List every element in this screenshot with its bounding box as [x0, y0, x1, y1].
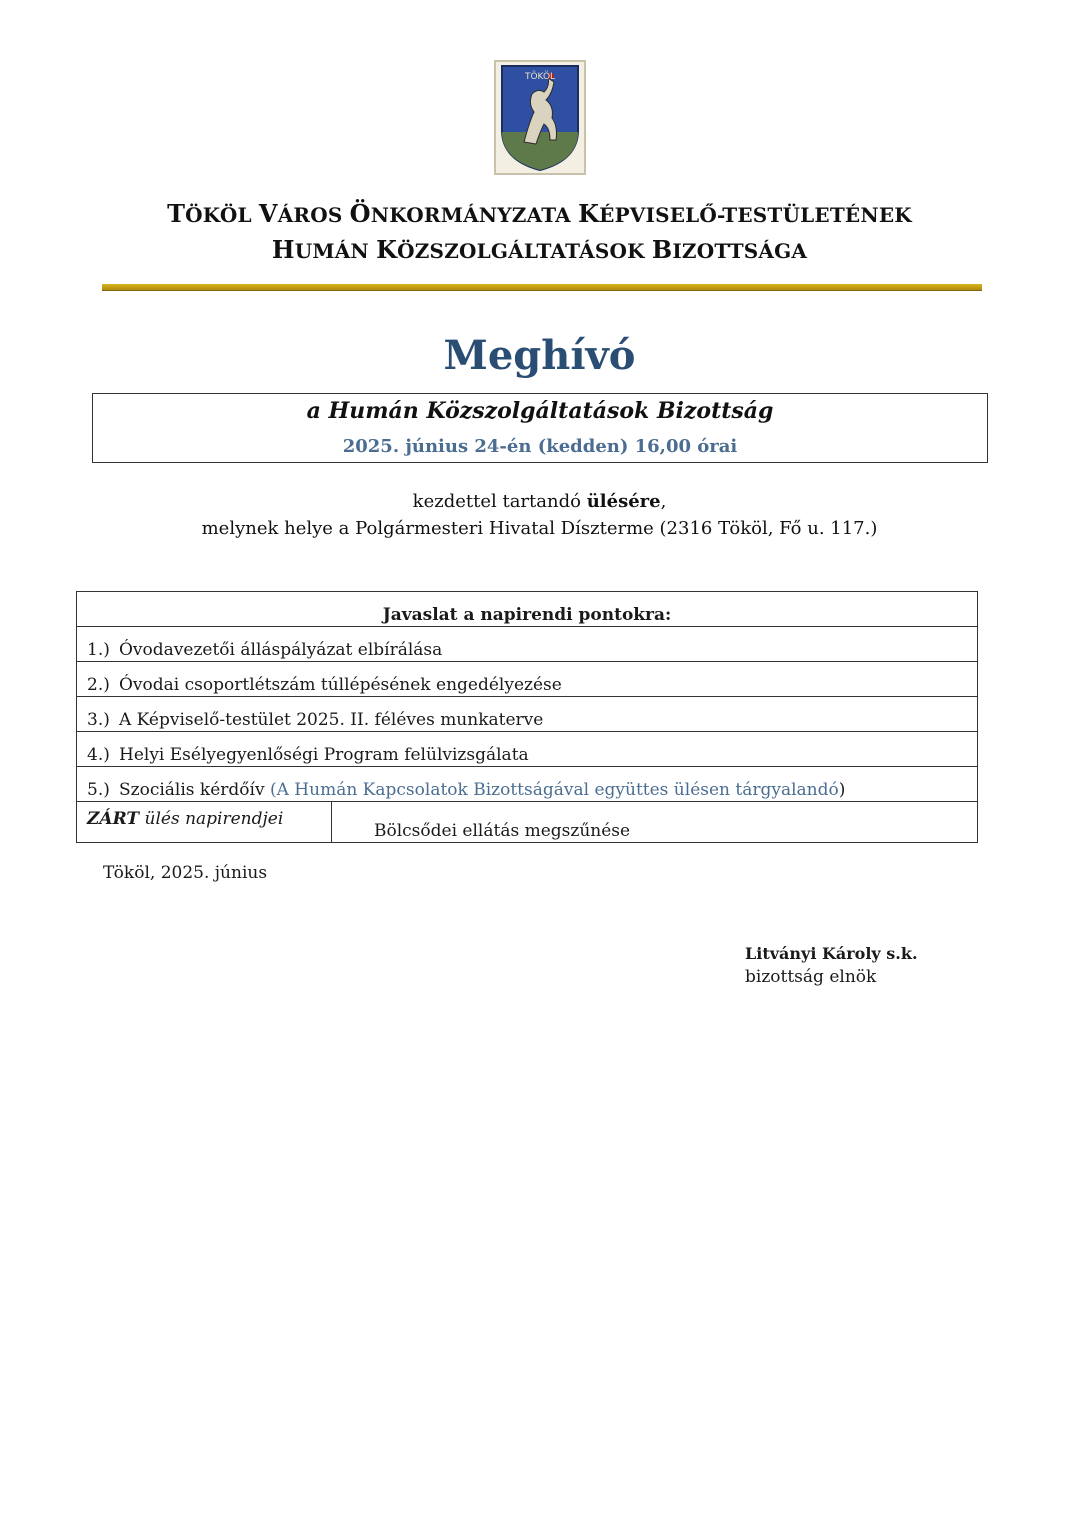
closed-label-bold: ZÁRT [87, 809, 140, 829]
header-rest: NKORMÁNYZATA [370, 203, 579, 227]
agenda-item [77, 697, 978, 732]
agenda-item-text: Szociális kérdőív [119, 780, 270, 800]
closed-session-item: Bölcsődei ellátás megszűnése [332, 802, 978, 843]
agenda-table [76, 591, 978, 843]
page-title: Meghívó [443, 332, 636, 379]
agenda-heading-row [77, 592, 978, 627]
agenda-item-number: 4.) [87, 745, 110, 765]
header-initial: T [167, 199, 186, 228]
agenda-item-text: A Képviselő-testület 2025. II. féléves munkaterve [119, 710, 544, 730]
header-initial: V [258, 199, 278, 228]
agenda-item [77, 732, 978, 767]
header-initial: H [271, 235, 295, 264]
signatory-role: bizottság elnök [745, 967, 877, 987]
committee-name: a Humán Közszolgáltatások Bizottság [306, 398, 774, 424]
meeting-datetime: 2025. június 24-én (kedden) 16,00 órai [342, 436, 738, 457]
header-initial: B [651, 235, 673, 264]
header-rest: ÖKÖL [185, 203, 259, 227]
header-rest: ÉPVISELŐ-TESTÜLETÉNEK [599, 203, 912, 227]
agenda-row [77, 662, 978, 697]
header-initial: K [578, 199, 600, 228]
header-initial: K [376, 235, 398, 264]
agenda-row [77, 697, 978, 732]
intro-punct: , [660, 491, 667, 512]
agenda-item-text: Óvodavezetői álláspályázat elbírálása [119, 640, 443, 660]
header-line-2 [0, 235, 1079, 264]
header-rest: IZOTTSÁGA [672, 239, 808, 263]
intro-bold: ülésére [586, 491, 661, 512]
header-rest: UMÁN [294, 239, 377, 263]
agenda-heading: Javaslat a napirendi pontokra: [77, 592, 978, 627]
agenda-row [77, 627, 978, 662]
agenda-item-number: 1.) [87, 640, 110, 660]
intro-line-1 [0, 491, 1079, 512]
agenda-item-number: 3.) [87, 710, 110, 730]
svg-text:TÖKÖL: TÖKÖL [524, 72, 556, 82]
agenda-item-number: 2.) [87, 675, 110, 695]
intro-text: kezdettel tartandó [412, 491, 587, 512]
header-rest: ÁROS [277, 203, 350, 227]
intro-line-2: melynek helye a Polgármesteri Hivatal Díszterme (2316 Tököl, Fő u. 117.) [201, 518, 878, 539]
agenda-item [77, 767, 978, 802]
agenda-row [77, 732, 978, 767]
agenda-item-text: Helyi Esélyegyenlőségi Program felülvizsgálata [119, 745, 529, 765]
agenda-item-text: Óvodai csoportlétszám túllépésének engedélyezése [119, 675, 562, 695]
closed-session-label [77, 802, 332, 843]
header-initial: Ö [349, 199, 371, 228]
coat-of-arms-logo [494, 60, 586, 175]
closed-label-rest: ülés napirendjei [139, 809, 284, 829]
agenda-item-number: 5.) [87, 780, 110, 800]
signatory-name: Litványi Károly s.k. [745, 944, 918, 963]
agenda-item-note: (A Humán Kapcsolatok Bizottságával együttes ülésen tárgyalandó [269, 780, 839, 800]
invitation-box [92, 393, 988, 463]
agenda-item [77, 662, 978, 697]
agenda-item [77, 627, 978, 662]
closed-session-row [77, 802, 978, 843]
header-line-1 [0, 199, 1079, 228]
agenda-row [77, 767, 978, 802]
header-divider [102, 284, 982, 291]
place-date: Tököl, 2025. június [103, 863, 268, 883]
agenda-item-close: ) [838, 780, 846, 800]
header-rest: ÖZSZOLGÁLTATÁSOK [397, 239, 652, 263]
